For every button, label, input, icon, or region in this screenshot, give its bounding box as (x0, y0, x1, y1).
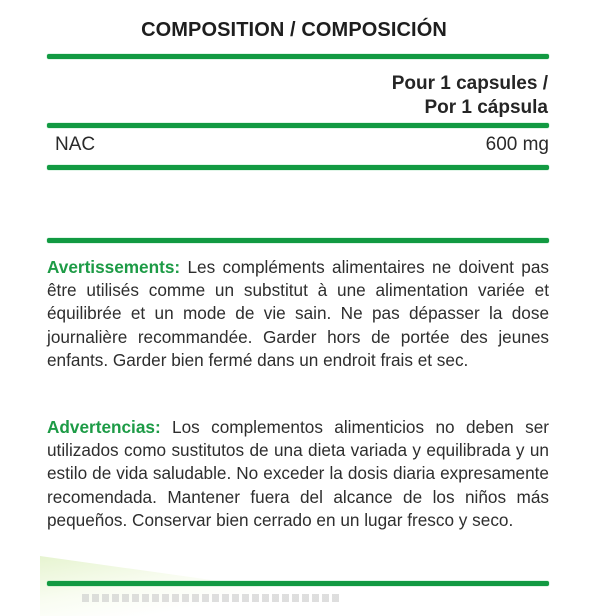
cropped-text-fragment (82, 594, 342, 602)
warning-fr (47, 256, 549, 372)
warning-fr-text: Les compléments alimentaires ne doivent pas être utilisés comme un substitut à une alimentation variée et équilibrée et un mode de vie sain. Ne pas dépasser la dose journalière recommandée. Garder hors de portée des jeunes enfants. Garder bien fermé dans un endroit frais et sec. (47, 257, 549, 370)
warning-fr-label: Avertissements: (47, 257, 181, 277)
composition-title: COMPOSITION / COMPOSICIÓN (141, 19, 447, 41)
ingredient-amount: 600 mg (485, 134, 549, 155)
warning-es-text: Los complementos alimenticios no deben ser utilizados como sustitutos de una dieta variada y equilibrada y un estilo de vida saludable. No exceder la dosis diaria expresamente recomendada. Mantener fuera del alcance de los niños más pequeños. Conservar bien cerrado en un lugar fresco y seco. (47, 417, 549, 530)
divider-top (47, 54, 549, 59)
ingredient-name: NAC (55, 134, 96, 155)
serving-size-header (392, 72, 548, 120)
divider-bottom (47, 581, 549, 586)
serving-size-fr: Pour 1 capsules / (391, 73, 548, 94)
warning-es (47, 416, 549, 532)
divider-table-end (47, 165, 549, 170)
warning-es-label: Advertencias: (47, 417, 161, 437)
decorative-leaf-shape (40, 556, 340, 616)
table-row (55, 133, 549, 157)
divider-header (47, 123, 549, 128)
divider-warnings (47, 238, 549, 243)
serving-size-es: Por 1 cápsula (424, 97, 548, 118)
